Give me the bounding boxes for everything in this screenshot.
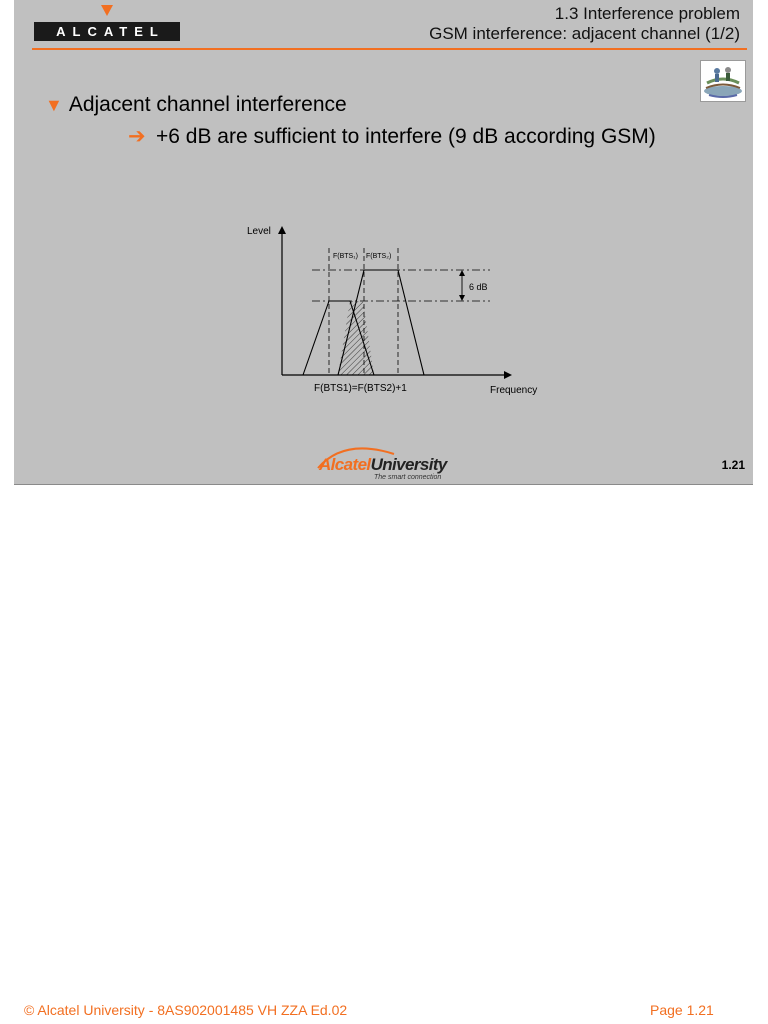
- x-axis-arrow-icon: [504, 371, 512, 379]
- frequency-relation-label: F(BTS1)=F(BTS2)+1: [314, 383, 407, 394]
- slide: [14, 0, 753, 485]
- marker-up-arrow-icon: [459, 270, 465, 276]
- bts2-label: F(BTS₂): [366, 253, 392, 260]
- footer-copyright: © Alcatel University - 8AS902001485 VH ZZA Ed.02: [24, 1002, 348, 1018]
- y-axis-arrow-icon: [278, 226, 286, 234]
- overlap-hatched-region: [338, 301, 374, 375]
- slide-number: 1.21: [721, 458, 745, 472]
- arrow-right-icon: ➔: [128, 125, 146, 148]
- adjacent-channel-figure: [14, 0, 753, 484]
- alcatel-university-logo: [314, 440, 464, 484]
- y-axis-label: Level: [247, 226, 271, 237]
- marker-down-arrow-icon: [459, 295, 465, 301]
- university-name: AlcatelUniversity: [319, 455, 447, 474]
- bullet-triangle-icon: ▼: [45, 95, 63, 115]
- level-difference-label: 6 dB: [469, 282, 488, 292]
- slide-title: GSM interference: adjacent channel (1/2): [429, 24, 740, 43]
- logo-wordmark: ALCATEL: [34, 22, 180, 41]
- footer-page-number: Page 1.21: [650, 1002, 714, 1018]
- bullet-text: Adjacent channel interference: [68, 93, 347, 116]
- x-axis-label: Frequency: [490, 385, 538, 396]
- sub-bullet-text: +6 dB are sufficient to interfere (9 dB according GSM): [156, 125, 656, 148]
- section-title: 1.3 Interference problem: [554, 4, 740, 23]
- bts1-label: F(BTS₁): [333, 253, 358, 260]
- university-tagline: The smart connection: [374, 474, 442, 481]
